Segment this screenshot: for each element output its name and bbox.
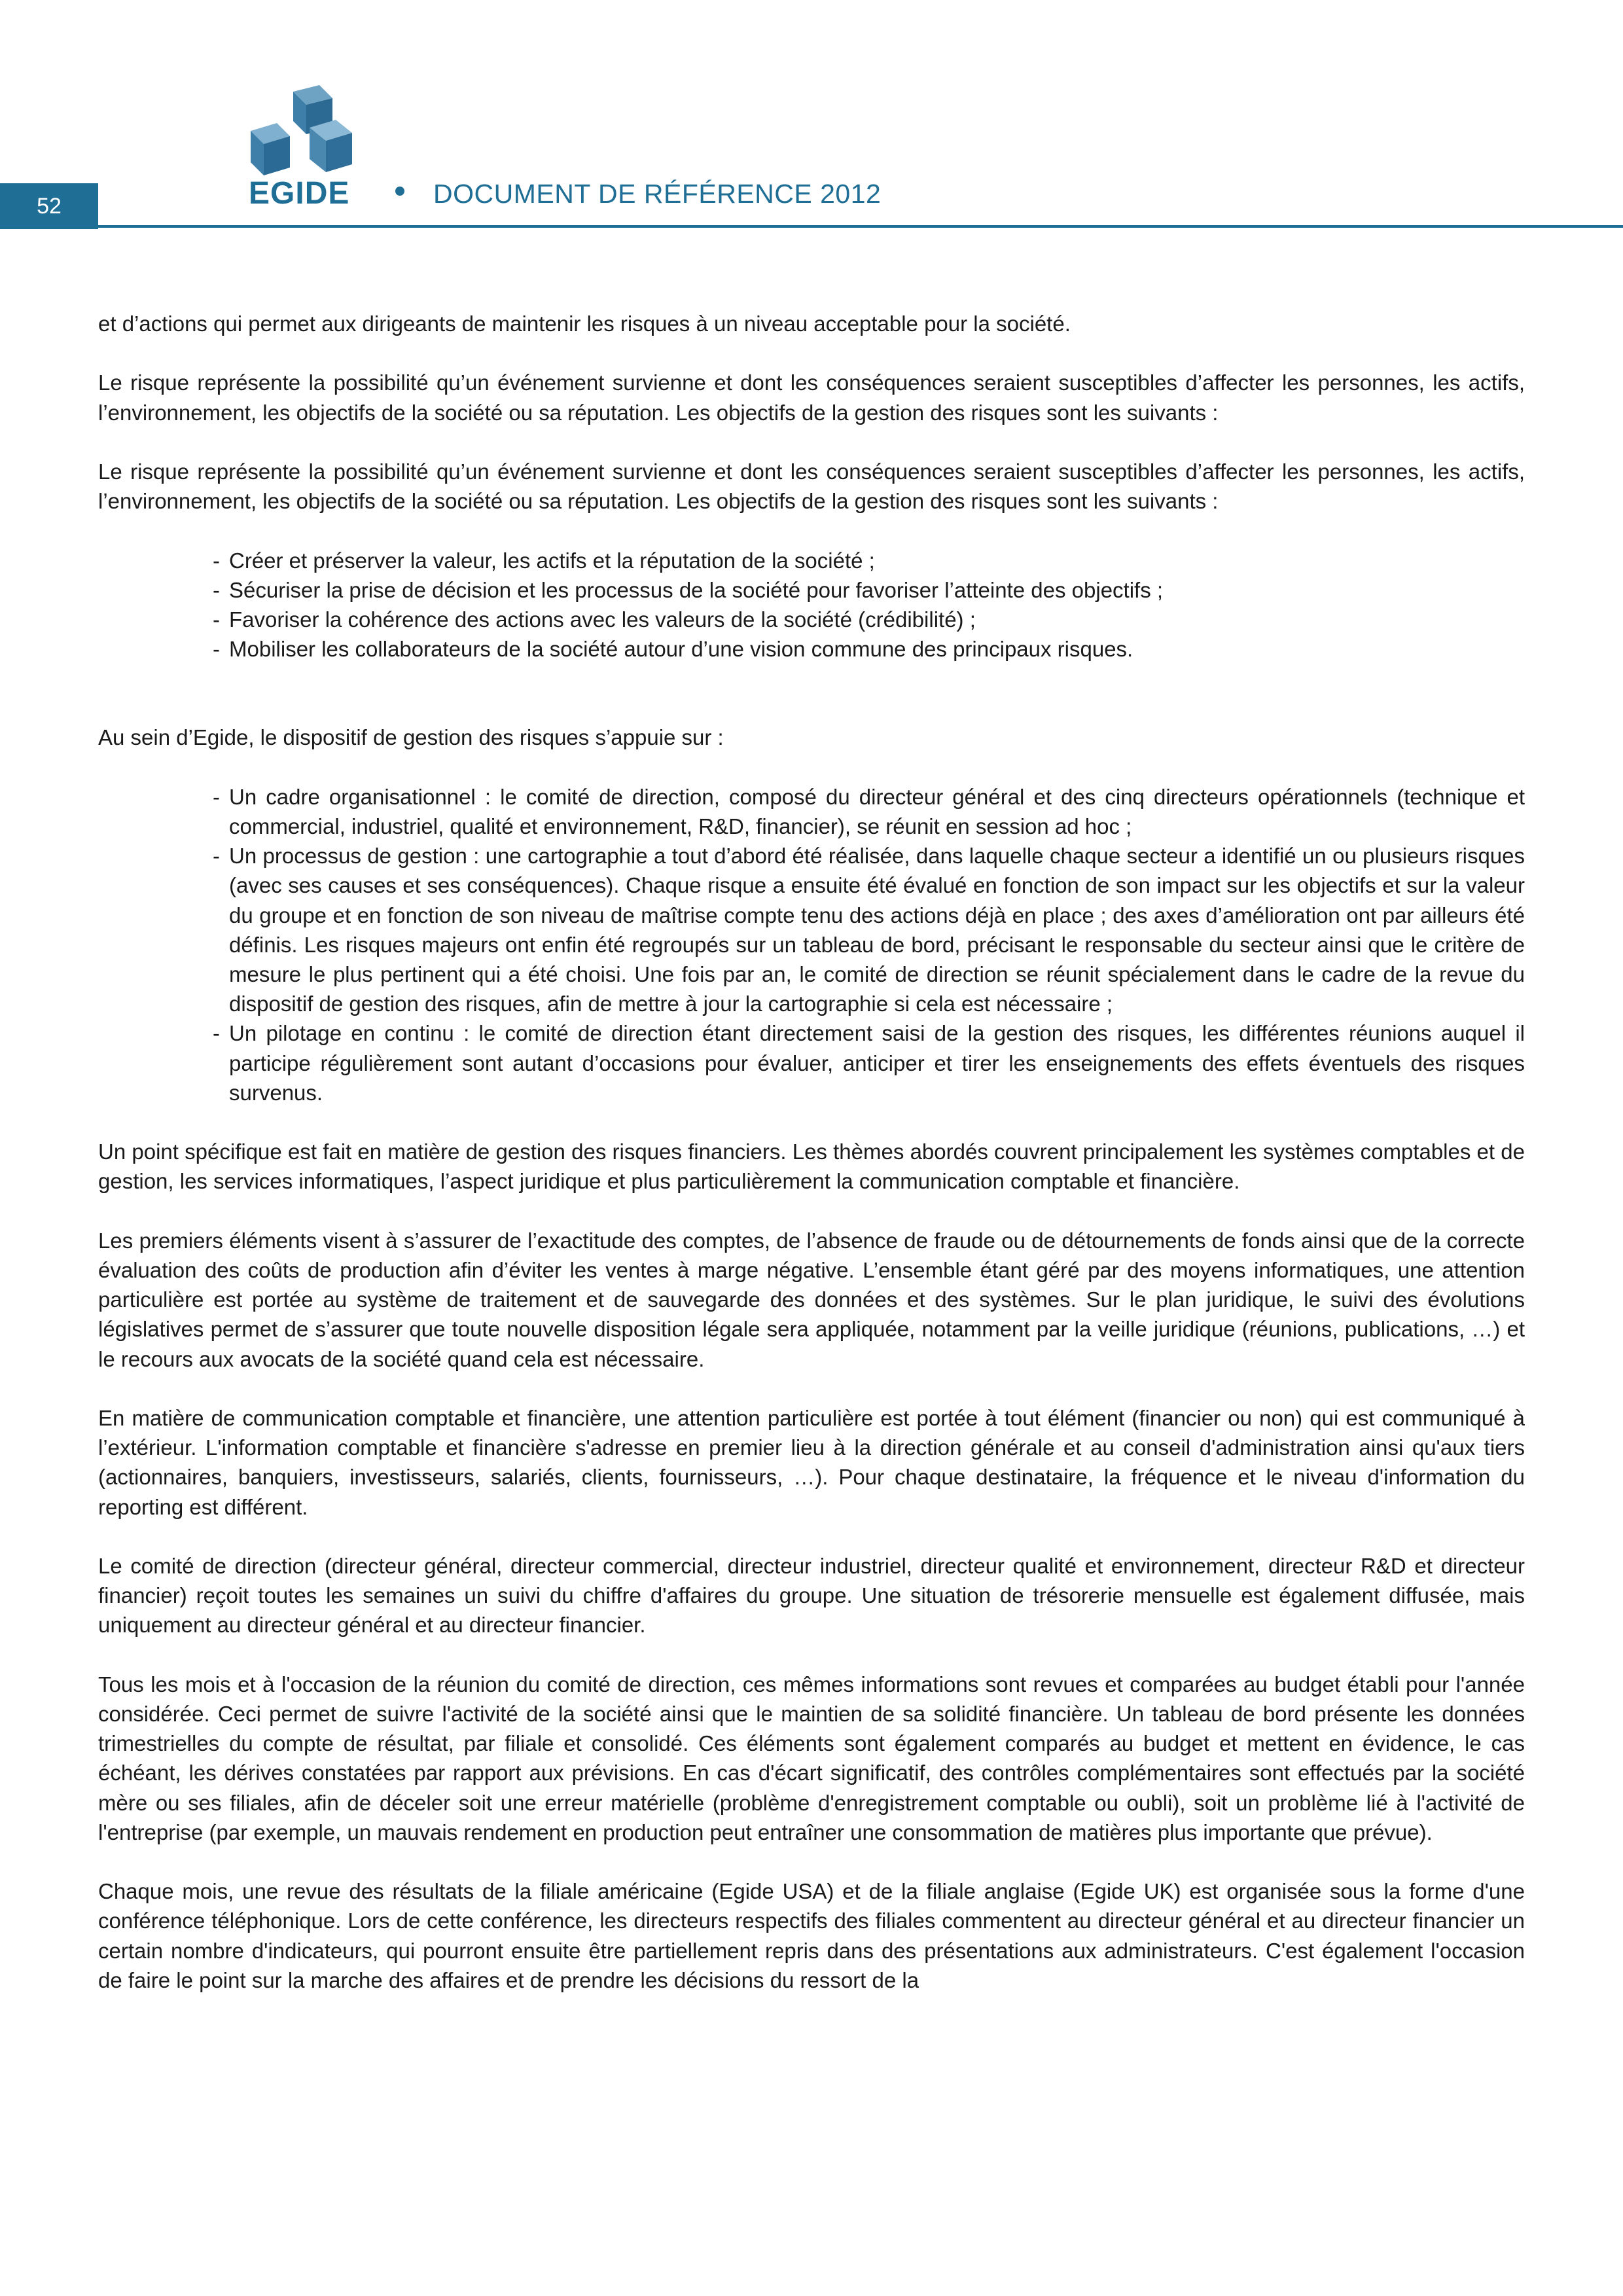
bullet-dash: - bbox=[213, 637, 220, 662]
paragraph: Le risque représente la possibilité qu’un événement survienne et dont les conséquences seraient susceptibles d’affecter les personnes, les actifs, l’environnement, les objectifs de la société ou sa réputation. Les objectifs de la gestion des risques sont les suivants : bbox=[98, 370, 1525, 425]
document-title: DOCUMENT DE RÉFÉRENCE 2012 bbox=[433, 179, 882, 209]
bullet-dash: - bbox=[213, 577, 220, 602]
bullet-dash: - bbox=[213, 1021, 220, 1046]
bullet-dash: - bbox=[213, 784, 220, 809]
body-text bbox=[98, 309, 1525, 2024]
paragraph: En matière de communication comptable et financière, une attention particulière est portée à tout élément (financier ou non) qui est communiqué à l’extérieur. L'information comptable et financière s'adresse en premier lieu à la direction générale et au conseil d'administration ainsi qu'aux tiers (actionnaires, banquiers, investisseurs, salariés, clients, fournisseurs, …). Pour chaque destinataire, la fréquence et le niveau d'information du reporting est différent. bbox=[98, 1406, 1525, 1519]
paragraph: Le risque représente la possibilité qu’un événement survienne et dont les conséquences seraient susceptibles d’affecter les personnes, les actifs, l’environnement, les objectifs de la société ou sa réputation. Les objectifs de la gestion des risques sont les suivants : bbox=[98, 459, 1525, 514]
header-rule bbox=[98, 225, 1623, 228]
list-item-text: Un cadre organisationnel : le comité de direction, composé du directeur général et des cinq directeurs opérationnels (technique et commercial, industriel, qualité et environnement, R&D, financier), se réunit en session ad hoc ; bbox=[229, 784, 1525, 838]
header-bullet-icon bbox=[395, 187, 404, 196]
paragraph: Tous les mois et à l'occasion de la réunion du comité de direction, ces mêmes informations sont revues et comparées au budget établi pour l'année considérée. Ceci permet de suivre l'activité de la société ainsi que le maintien de sa solidité financière. Un tableau de bord présente les données trimestrielles du compte de résultat, par filiale et consolidé. Ces éléments sont également comparés au budget et mettent en évidence, le cas échéant, les dérives constatées par rapport aux prévisions. En cas d'écart significatif, des contrôles complémentaires sont effectués par la société mère ou ses filiales, afin de déceler soit une erreur matérielle (problème d'enregistrement comptable ou oubli), soit un problème lié à l'activité de l'entreprise (par exemple, un mauvais rendement en production peut entraîner une consommation de matières plus importante que prévue). bbox=[98, 1672, 1525, 1844]
paragraph: Au sein d’Egide, le dispositif de gestion des risques s’appuie sur : bbox=[98, 725, 724, 750]
list-item bbox=[98, 841, 1525, 1018]
paragraph: Un point spécifique est fait en matière de gestion des risques financiers. Les thèmes abordés couvrent principalement les systèmes comptables et de gestion, les services informatiques, l’aspect juridique et plus particulièrement la communication comptable et financière. bbox=[98, 1139, 1525, 1194]
mechanisms-list bbox=[98, 782, 1525, 1107]
list-item bbox=[98, 546, 1525, 575]
list-item bbox=[98, 1018, 1525, 1107]
bullet-dash: - bbox=[213, 844, 220, 869]
paragraph: Chaque mois, une revue des résultats de la filiale américaine (Egide USA) et de la filiale anglaise (Egide UK) est organisée sous la forme d'une conférence téléphonique. Lors de cette conférence, les directeurs respectifs des filiales commentent au directeur général et au directeur financier un certain nombre d'indicateurs, qui pourront ensuite être partiellement repris dans des présentations aux administrateurs. C'est également l'occasion de faire le point sur la marche des affaires et de prendre les décisions du ressort de la bbox=[98, 1879, 1525, 1992]
list-item bbox=[98, 605, 1525, 634]
list-item-text: Un pilotage en continu : le comité de direction étant directement saisi de la gestion des risques, les différentes réunions auquel il participe régulièrement sont autant d’occasions pour évaluer, anticiper et tirer les enseignements des effets éventuels des risques survenus. bbox=[229, 1021, 1525, 1105]
page-number: 52 bbox=[0, 183, 98, 229]
bullet-dash: - bbox=[213, 548, 220, 573]
brand-name: EGIDE bbox=[249, 176, 350, 211]
bullet-dash: - bbox=[213, 607, 220, 632]
paragraph: Les premiers éléments visent à s’assurer de l’exactitude des comptes, de l’absence de fraude ou de détournements de fonds ainsi que de la correcte évaluation des coûts de production afin d’éviter les ventes à marge négative. L’ensemble étant géré par des moyens informatiques, une attention particulière est portée au système de traitement et de sauvegarde des données et des systèmes. Sur le plan juridique, le suivi des évolutions législatives permet de s’assurer que toute nouvelle disposition légale sera appliquée, notamment par la veille juridique (réunions, publications, …) et le recours aux avocats de la société quand cela est nécessaire. bbox=[98, 1228, 1525, 1371]
list-item bbox=[98, 575, 1525, 605]
list-item-text: Un processus de gestion : une cartographie a tout d’abord été réalisée, dans laquelle chaque secteur a identifié un ou plusieurs risques (avec ses causes et ses conséquences). Chaque risque a ensuite été évalué en fonction de son impact sur les objectifs et sur la valeur du groupe et en fonction de son niveau de maîtrise compte tenu des actions déjà en place ; des axes d’amélioration ont par ailleurs été définis. Les risques majeurs ont enfin été regroupés sur un tableau de bord, précisant le responsable du secteur ainsi que le critère de mesure le plus pertinent qui a été choisi. Une fois par an, le comité de direction se réunit spécialement dans le cadre de la revue du dispositif de gestion des risques, afin de mettre à jour la cartographie si cela est nécessaire ; bbox=[229, 844, 1525, 1016]
paragraph: et d’actions qui permet aux dirigeants de maintenir les risques à un niveau acceptable pour la société. bbox=[98, 312, 1071, 336]
paragraph: Le comité de direction (directeur général, directeur commercial, directeur industriel, directeur qualité et environnement, directeur R&D et directeur financier) reçoit toutes les semaines un suivi du chiffre d'affaires du groupe. Une situation de trésorerie mensuelle est également diffusée, mais uniquement au directeur général et au directeur financier. bbox=[98, 1554, 1525, 1638]
list-item bbox=[98, 634, 1525, 664]
list-item-text: Sécuriser la prise de décision et les processus de la société pour favoriser l’atteinte des objectifs ; bbox=[229, 577, 1164, 602]
list-item-text: Mobiliser les collaborateurs de la société autour d’une vision commune des principaux risques. bbox=[229, 637, 1133, 662]
list-item bbox=[98, 782, 1525, 841]
objectives-list bbox=[98, 546, 1525, 664]
list-item-text: Favoriser la cohérence des actions avec les valeurs de la société (crédibilité) ; bbox=[229, 607, 976, 632]
list-item-text: Créer et préserver la valeur, les actifs et la réputation de la société ; bbox=[229, 548, 875, 573]
